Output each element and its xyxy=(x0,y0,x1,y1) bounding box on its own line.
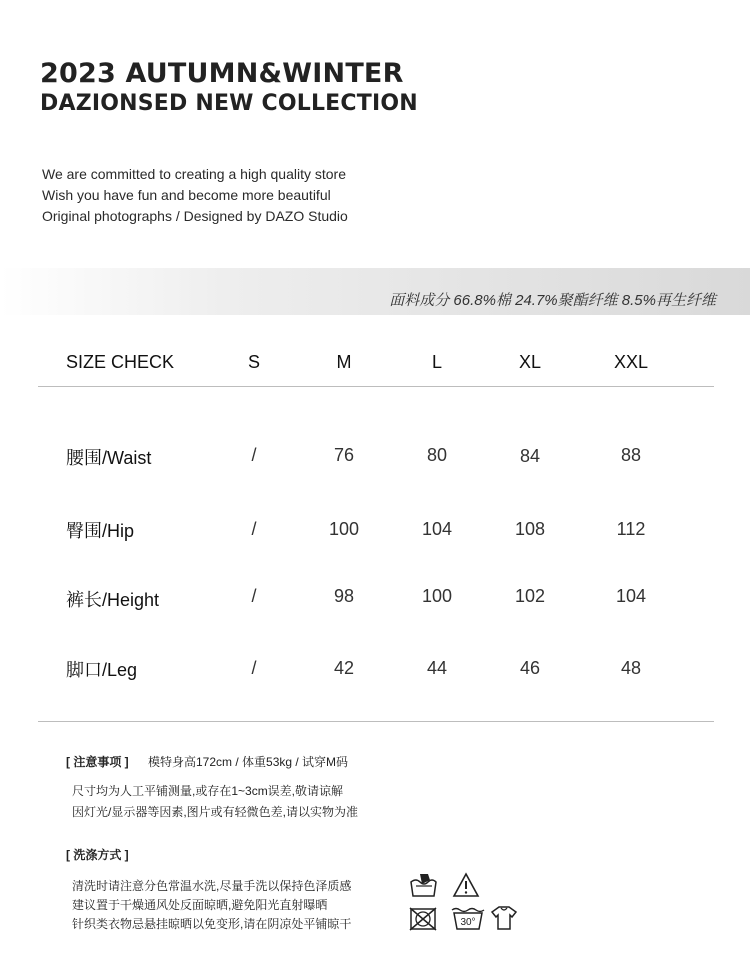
row-label-hip: 臀围/Hip xyxy=(66,521,135,541)
size-m-header: M xyxy=(336,352,352,372)
table-cell: 88 xyxy=(620,445,642,465)
tagline-2: Wish you have fun and become more beautiful xyxy=(42,187,331,203)
table-cell: / xyxy=(251,586,257,606)
row-label-waist: 腰围/Waist xyxy=(66,448,152,468)
tagline-3: Original photographs / Designed by DAZO Studio xyxy=(42,208,348,224)
attention-label: [ 注意事项 ] xyxy=(66,755,129,769)
wash-30-icon xyxy=(450,904,486,932)
row-label-leg: 脚口/Leg xyxy=(66,660,138,680)
table-cell: 44 xyxy=(426,658,448,678)
note-line-2: 因灯光/显示器等因素,图片或有轻微色差,请以实物为准 xyxy=(72,805,359,819)
table-cell: 42 xyxy=(333,658,355,678)
wash-line-1: 清洗时请注意分色常温水洗,尽量手洗以保持色泽质感 xyxy=(72,879,352,893)
size-l-header: L xyxy=(431,352,442,372)
table-cell: / xyxy=(251,519,257,539)
collection-title: 2023 AUTUMN&WINTER xyxy=(40,58,404,89)
collection-subtitle: DAZIONSED NEW COLLECTION xyxy=(40,91,418,116)
table-cell: 104 xyxy=(615,586,647,606)
table-cell: 108 xyxy=(514,519,546,539)
warning-icon xyxy=(452,872,480,898)
table-cell: 84 xyxy=(519,446,541,466)
table-cell: / xyxy=(251,658,257,678)
tagline-1: We are committed to creating a high quality store xyxy=(42,166,347,182)
table-cell: 104 xyxy=(421,519,453,539)
wash-line-2: 建议置于干燥通风处反面晾晒,避免阳光直射曝晒 xyxy=(72,898,328,912)
fabric-composition: 面料成分 66.8%棉 24.7%聚酯纤维 8.5%再生纤维 xyxy=(389,292,716,309)
note-line-1: 尺寸均为人工平铺测量,或存在1~3cm误差,敬请谅解 xyxy=(72,784,344,798)
size-s-header: S xyxy=(247,352,260,372)
wash-label: [ 洗涤方式 ] xyxy=(66,848,129,862)
table-cell: 98 xyxy=(333,586,355,606)
size-xxl-header: XXL xyxy=(613,352,649,372)
wash-line-3: 针织类衣物忌悬挂晾晒以免变形,请在阴凉处平铺晾干 xyxy=(72,917,352,931)
table-cell: 80 xyxy=(426,445,448,465)
table-cell: 112 xyxy=(616,519,646,539)
no-tumble-dry-icon xyxy=(408,906,438,932)
table-cell: 46 xyxy=(519,658,541,678)
wash-temp-label: 30° xyxy=(460,917,476,928)
table-cell: 76 xyxy=(333,445,355,465)
hand-wash-icon xyxy=(408,870,440,900)
row-label-height: 裤长/Height xyxy=(66,590,160,610)
size-check-header: SIZE CHECK xyxy=(66,352,175,372)
model-info: 模特身高172cm / 体重53kg / 试穿M码 xyxy=(148,755,349,769)
table-cell: 100 xyxy=(421,586,453,606)
table-cell: 100 xyxy=(328,519,360,539)
flat-dry-icon xyxy=(490,904,518,932)
table-cell: 48 xyxy=(620,658,642,678)
table-cell: 102 xyxy=(514,586,546,606)
table-top-rule xyxy=(38,386,714,387)
table-cell: / xyxy=(251,445,257,465)
table-bottom-rule xyxy=(38,721,714,722)
size-xl-header: XL xyxy=(518,352,542,372)
